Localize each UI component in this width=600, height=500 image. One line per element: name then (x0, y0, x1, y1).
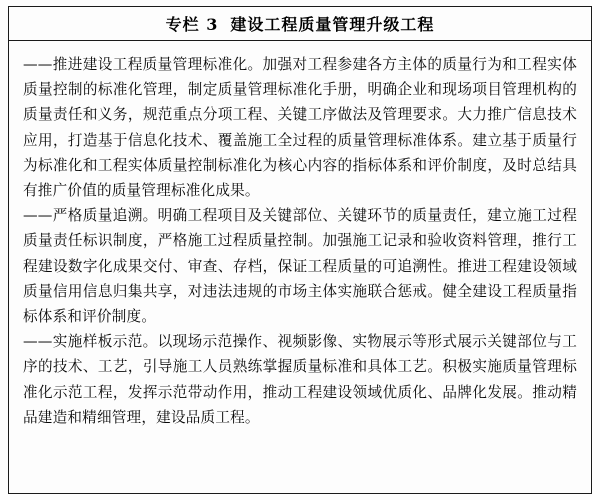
feature-box-number: 专栏 3 (165, 15, 219, 34)
paragraph-traceability: ——严格质量追溯。明确工程项目及关键部位、关键环节的质量责任，建立施工过程质量责任标识制度，严格施工过程质量控制。加强施工记录和验收资料管理，推行工程建设数字化成果交付、审查、存档，保证工程质量的可追溯性。推进工程建设领域质量信用信息归集共享，对违法违规的市场主体实施联合惩戒。健全建设工程质量指标体系和评价制度。 (23, 207, 577, 326)
feature-box-header (9, 7, 591, 41)
page-title (166, 12, 435, 35)
feature-box-body (9, 41, 591, 494)
paragraph-demonstration: ——实施样板示范。以现场示范操作、视频影像、实物展示等形式展示关键部位与工序的技术、工艺，引导施工人员熟练掌握质量标准和具体工艺。积极实施质量管理标准化示范工程，发挥示范带动作用，推动工程建设领域优质化、品牌化发展。推动精品建造和精细管理，建设品质工程。 (23, 333, 577, 426)
paragraph-standardization: ——推进建设工程质量管理标准化。加强对工程参建各方主体的质量行为和工程实体质量控制的标准化管理，制定质量管理标准化手册，明确企业和现场项目管理机构的质量责任和义务，规范重点分项工程、关键工序做法及管理要求。大力推广信息技术应用，打造基于信息化技术、覆盖施工全过程的质量管理标准体系。建立基于质量行为标准化和工程实体质量控制标准化为核心内容的指标体系和评价制度，及时总结具有推广价值的质量管理标准化成果。 (23, 56, 577, 200)
feature-box-heading: 建设工程质量管理升级工程 (230, 15, 435, 34)
feature-box (8, 6, 592, 494)
